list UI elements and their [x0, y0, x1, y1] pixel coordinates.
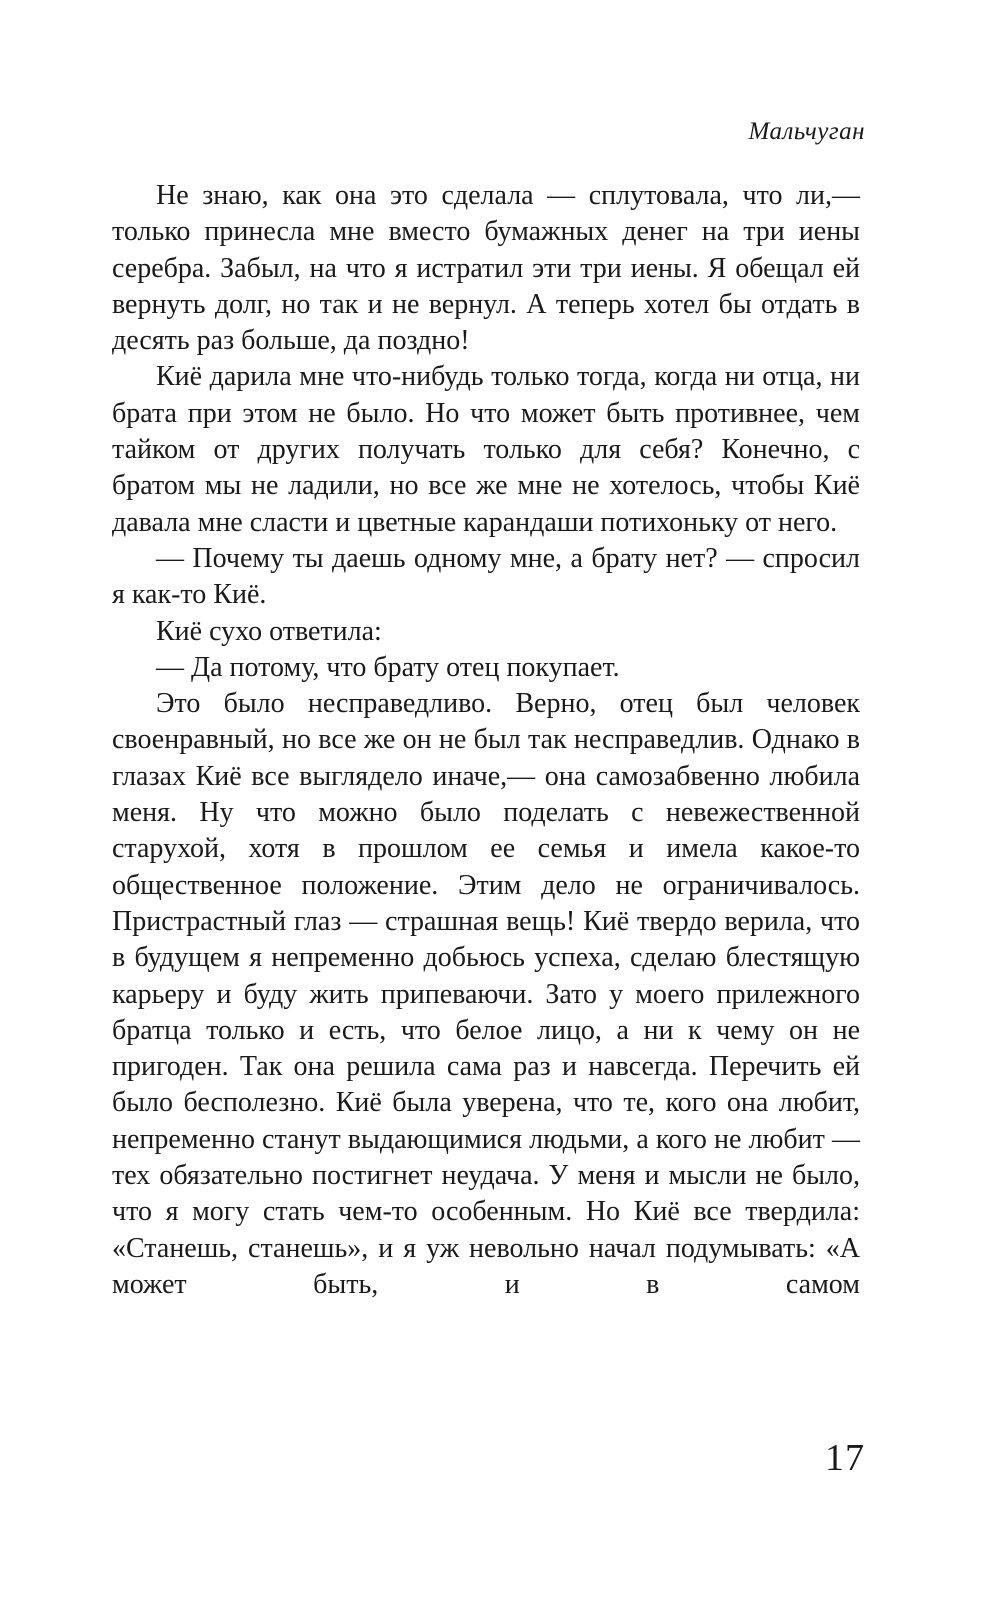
body-text	[112, 178, 860, 1303]
paragraph: Не знаю, как она это сделала — сплутовала, что ли,— только принесла мне вместо бумажных денег на три иены серебра. Забыл, на что я истратил эти три иены. Я обещал ей вернуть долг, но так и не вернул. А теперь хотел бы отдать в десять раз больше, да поздно!	[112, 180, 860, 357]
running-head-title: Мальчуган	[748, 118, 865, 145]
paragraph: Киё сухо ответила:	[156, 615, 382, 647]
dialogue-line: — Почему ты даешь одному мне, а брату нет? — спросил я как-то Киё.	[112, 542, 860, 611]
page-number: 17	[825, 1437, 865, 1479]
paragraph: Киё дарила мне что-нибудь только тогда, когда ни отца, ни брата при этом не было. Но что может быть противнее, чем тайком от других получать только для себя? Конечно, с братом мы не ладили, но все же мне не хотелось, чтобы Киё давала мне сласти и цветные карандаши потихоньку от него.	[112, 361, 860, 538]
dialogue-line: — Да потому, что брату отец покупает.	[156, 651, 620, 683]
paragraph: Это было несправедливо. Верно, отец был человек своенравный, но все же он не был так несправедлив. Однако в глазах Киё все выглядело иначе,— она самозабвенно любила меня. Ну что можно было поделать с невежественной старухой, хотя в прошлом ее семья и имела какое-то общественное положение. Этим дело не ограничивалось. Пристрастный глаз — страшная вещь! Киё твердо верила, что в будущем я непременно добьюсь успеха, сделаю блестящую карьеру и буду жить припеваючи. Зато у моего прилежного братца только и есть, что белое лицо, а ни к чему он не пригоден. Так она решила сама раз и навсегда. Перечить ей было бесполезно. Киё была уверена, что те, кого она любит, непременно станут выдающимися людьми, а кого не любит — тех обязательно постигнет неудача. У меня и мысли не было, что я могу стать чем-то особенным. Но Киё все твердила: «Станешь, станешь», и я уж невольно начал подумывать: «А может быть, и в самом	[112, 688, 860, 1300]
